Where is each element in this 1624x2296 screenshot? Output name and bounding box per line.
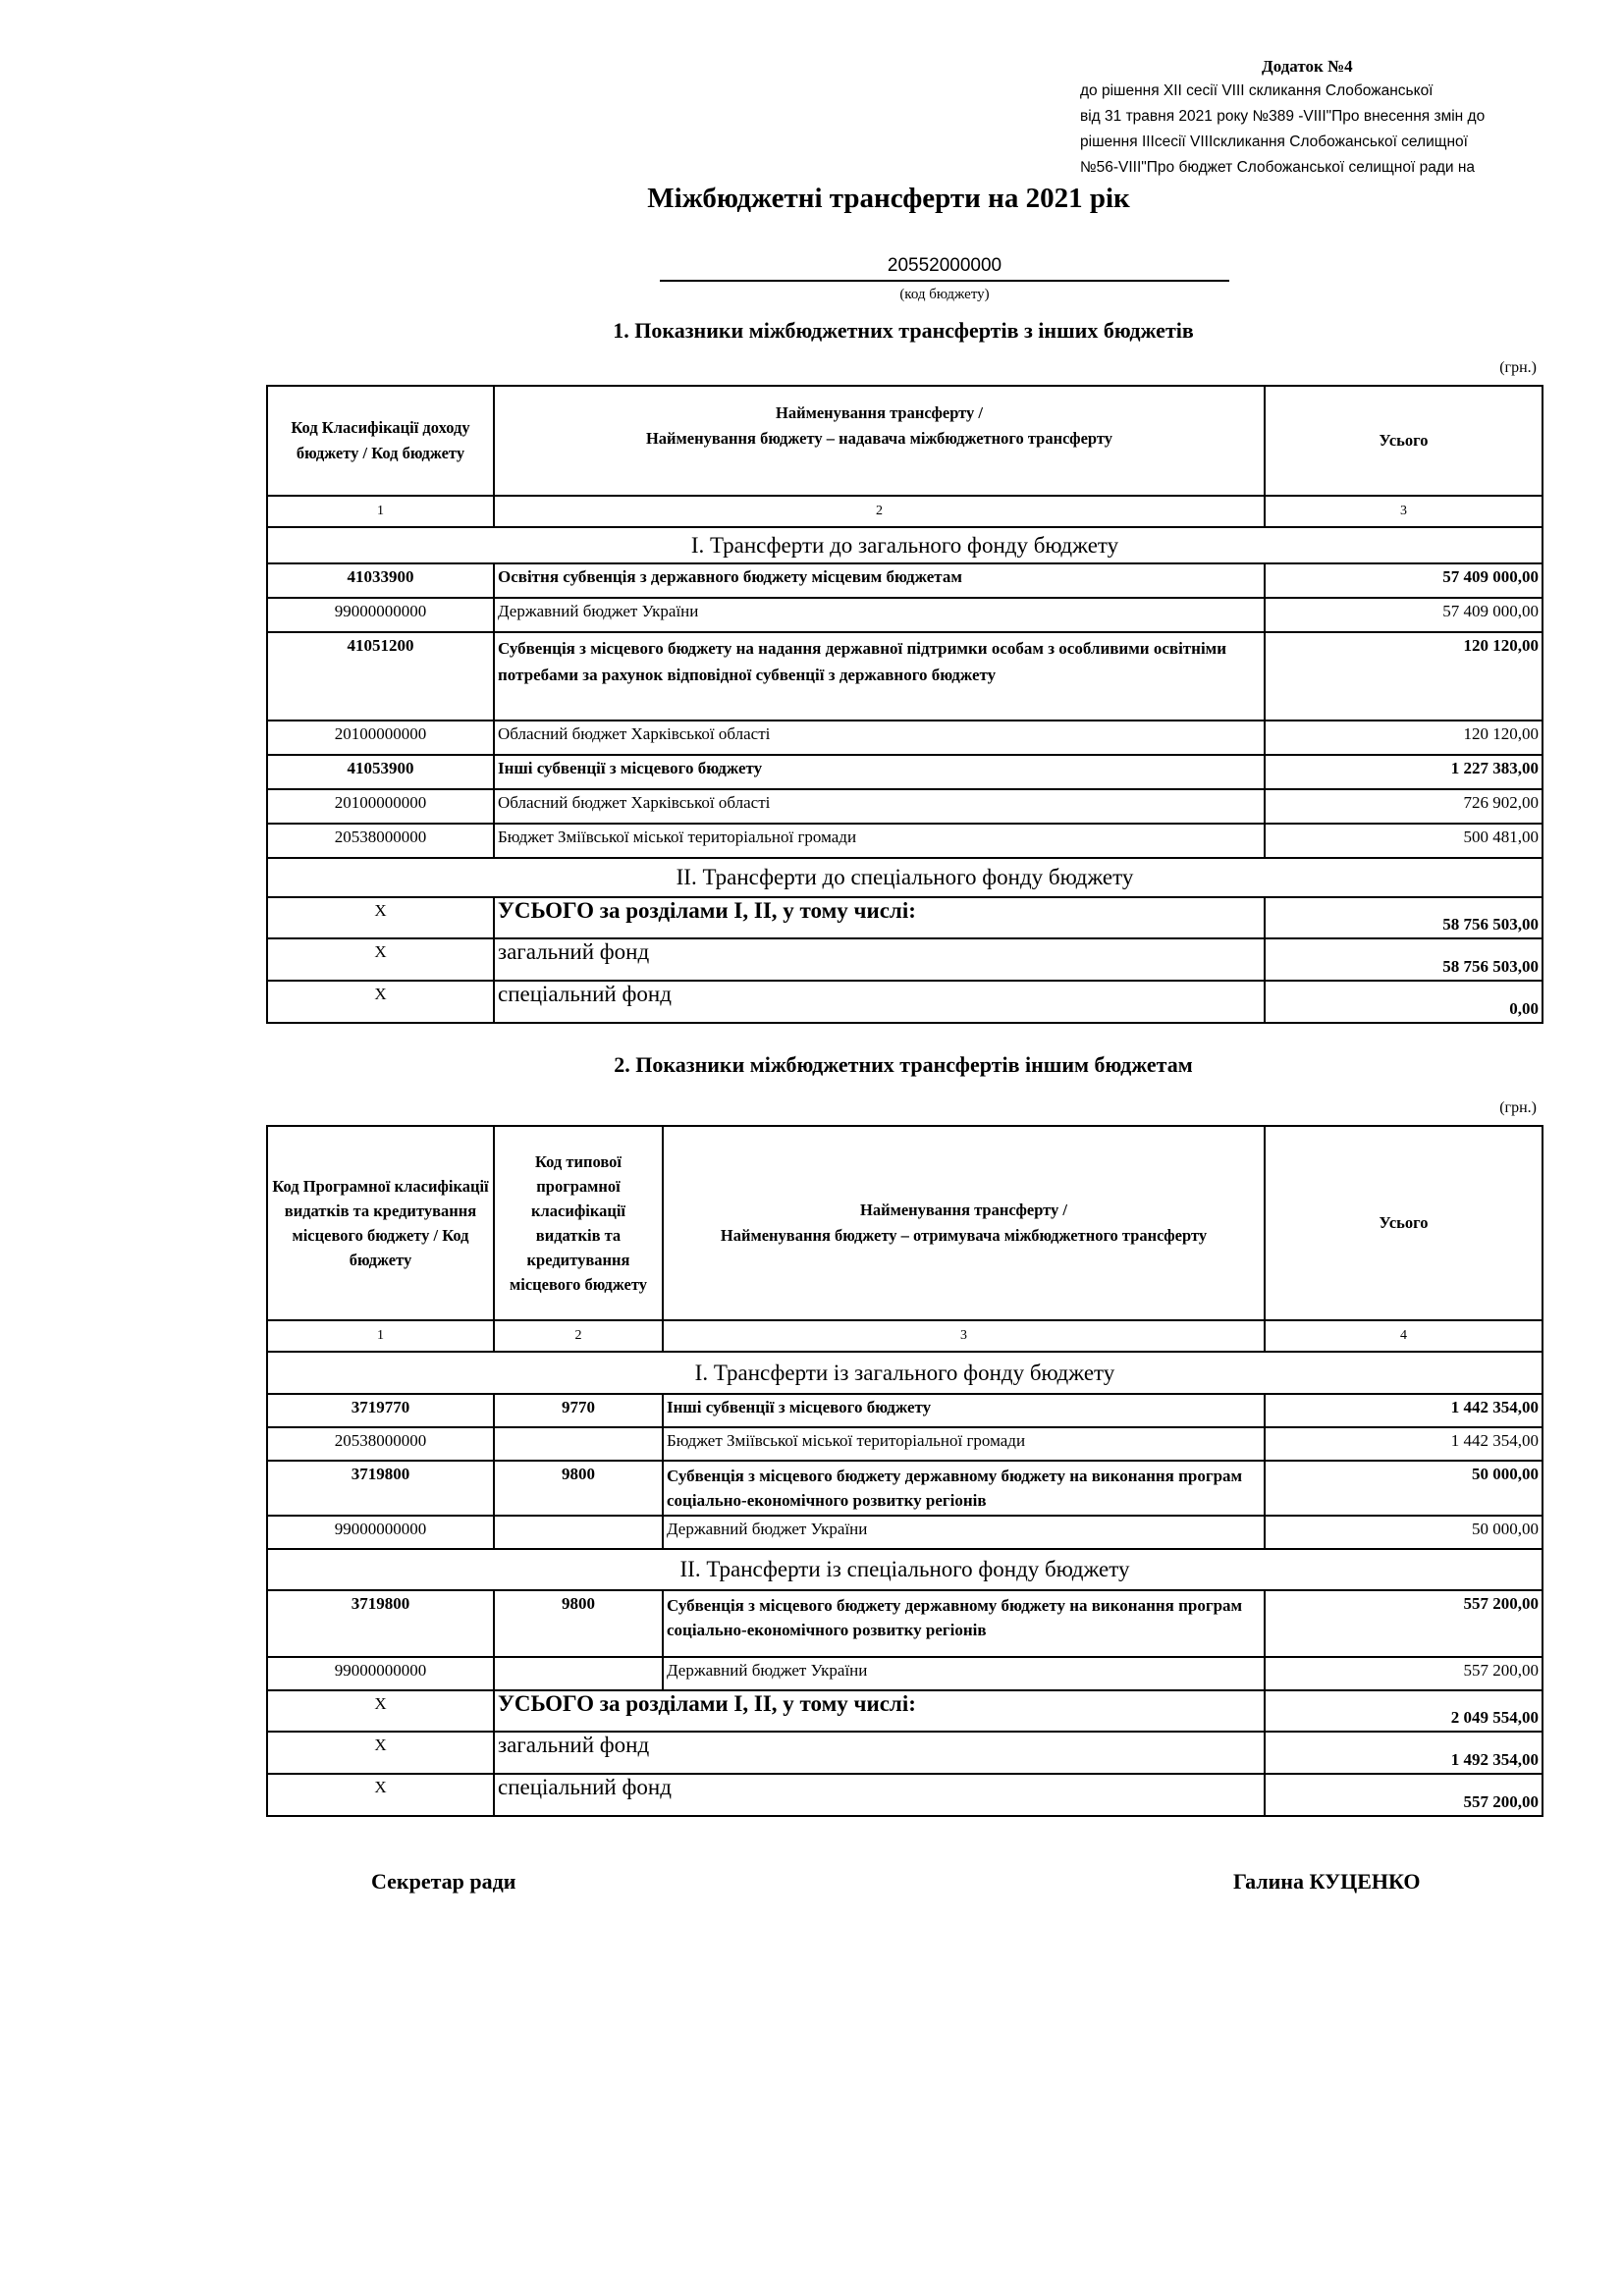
row-total: 557 200,00 (1265, 1657, 1543, 1690)
table-row (267, 1657, 1543, 1690)
row-total: 58 756 503,00 (1265, 938, 1543, 981)
col-number-row (267, 1320, 1543, 1352)
part-title-row (267, 1352, 1543, 1394)
row-name: Субвенція з місцевого бюджету державному бюджету на виконання програм соціально-економічного розвитку регіонів (663, 1590, 1265, 1657)
row-name: загальний фонд (494, 1732, 1265, 1774)
section2-title: 2. Показники міжбюджетних трансфертів іншим бюджетам (614, 1052, 1193, 1077)
col-number-row (267, 496, 1543, 527)
table-row (267, 1516, 1543, 1549)
col-number: 1 (267, 496, 494, 527)
col-header-type-code: Код типової програмної класифікації видатків та кредитування місцевого бюджету (494, 1126, 663, 1320)
table-row (267, 789, 1543, 824)
row-name: Державний бюджет України (663, 1657, 1265, 1690)
col-number: 2 (494, 496, 1265, 527)
row-total: 57 409 000,00 (1265, 563, 1543, 598)
row-total: 58 756 503,00 (1265, 897, 1543, 938)
col-header-total: Усього (1265, 386, 1543, 496)
table-row (267, 824, 1543, 858)
total-row (267, 897, 1543, 938)
table-row (267, 721, 1543, 755)
table-row (267, 755, 1543, 789)
table-row (267, 1461, 1543, 1516)
col-number: 3 (1265, 496, 1543, 527)
row-total: 557 200,00 (1265, 1774, 1543, 1816)
table-row (267, 598, 1543, 632)
row-code: 20538000000 (267, 824, 494, 858)
decision-line: №56-VIII"Про бюджет Слобожанської селищної ради на (1080, 159, 1476, 176)
row-code: 3719770 (267, 1394, 494, 1427)
col-number: 2 (494, 1320, 663, 1352)
row-code: X (267, 897, 494, 938)
section1-table (266, 385, 1543, 1024)
part1-title: I. Трансферти до загального фонду бюджету (267, 527, 1543, 563)
decision-line: до рішення ХІІ сесії VIII скликання Слобожанської (1080, 82, 1434, 99)
row-total: 1 442 354,00 (1265, 1394, 1543, 1427)
row-name: Субвенція з місцевого бюджету на надання державної підтримки особам з особливими освітніми потребами за рахунок відповідної субвенції з державного бюджету (494, 632, 1265, 721)
row-type-code (494, 1427, 663, 1461)
row-name: загальний фонд (494, 938, 1265, 981)
decision-line: рішення ІІІсесії VIIIскликання Слобожанської селищної (1080, 133, 1468, 150)
row-total: 557 200,00 (1265, 1590, 1543, 1657)
row-type-code: 9800 (494, 1590, 663, 1657)
row-code: 20100000000 (267, 721, 494, 755)
col-number: 3 (663, 1320, 1265, 1352)
section1-title: 1. Показники міжбюджетних трансфертів з інших бюджетів (613, 318, 1194, 343)
part1-title: I. Трансферти із загального фонду бюджету (267, 1352, 1543, 1394)
section1-unit: (грн.) (1499, 359, 1537, 376)
row-code: 3719800 (267, 1590, 494, 1657)
total-row (267, 938, 1543, 981)
row-name: Обласний бюджет Харківської області (494, 721, 1265, 755)
budget-code-caption: (код бюджету) (899, 287, 990, 302)
row-code: 20538000000 (267, 1427, 494, 1461)
budget-code-underline (660, 280, 1229, 282)
decision-reference (1080, 79, 1485, 181)
row-name: Бюджет Зміївської міської територіальної громади (494, 824, 1265, 858)
row-total: 1 442 354,00 (1265, 1427, 1543, 1461)
col-header-name-line1: Найменування трансферту / (859, 1201, 1068, 1219)
row-total: 500 481,00 (1265, 824, 1543, 858)
row-name: Освітня субвенція з державного бюджету місцевим бюджетам (494, 563, 1265, 598)
row-total: 57 409 000,00 (1265, 598, 1543, 632)
page-title: Міжбюджетні трансферти на 2021 рік (647, 183, 1130, 214)
row-name: Обласний бюджет Харківської області (494, 789, 1265, 824)
col-header-code: Код Класифікації доходу бюджету / Код бюджету (267, 386, 494, 496)
table-row (267, 1590, 1543, 1657)
row-type-code (494, 1657, 663, 1690)
row-name: спеціальний фонд (494, 981, 1265, 1023)
total-row (267, 1774, 1543, 1816)
row-name: спеціальний фонд (494, 1774, 1265, 1816)
row-code: X (267, 1774, 494, 1816)
row-code: 3719800 (267, 1461, 494, 1516)
total-row (267, 1690, 1543, 1732)
part-title-row (267, 858, 1543, 897)
table-header-row (267, 386, 1543, 496)
section2-table (266, 1125, 1543, 1817)
row-total: 0,00 (1265, 981, 1543, 1023)
table-row (267, 1427, 1543, 1461)
row-name: УСЬОГО за розділами I, II, у тому числі: (494, 897, 1265, 938)
col-header-name-line2: Найменування бюджету – отримувача міжбюджетного трансферту (720, 1226, 1208, 1245)
row-code: X (267, 938, 494, 981)
row-total: 2 049 554,00 (1265, 1690, 1543, 1732)
row-code: 99000000000 (267, 1516, 494, 1549)
row-total: 50 000,00 (1265, 1516, 1543, 1549)
col-header-code: Код Програмної класифікації видатків та кредитування місцевого бюджету / Код бюджету (267, 1126, 494, 1320)
row-code: 99000000000 (267, 598, 494, 632)
table-row (267, 1394, 1543, 1427)
col-number: 1 (267, 1320, 494, 1352)
row-total: 1 492 354,00 (1265, 1732, 1543, 1774)
row-total: 1 227 383,00 (1265, 755, 1543, 789)
total-row (267, 981, 1543, 1023)
addendum-label: Додаток №4 (1262, 57, 1353, 76)
part-title-row (267, 527, 1543, 563)
part2-title: II. Трансферти із спеціального фонду бюджету (267, 1549, 1543, 1590)
row-name: Бюджет Зміївської міської територіальної громади (663, 1427, 1265, 1461)
row-name: Інші субвенції з місцевого бюджету (663, 1394, 1265, 1427)
total-row (267, 1732, 1543, 1774)
row-type-code: 9800 (494, 1461, 663, 1516)
table-row (267, 632, 1543, 721)
row-code: 41053900 (267, 755, 494, 789)
signature-role: Секретар ради (371, 1869, 516, 1894)
row-code: X (267, 1690, 494, 1732)
col-header-total: Усього (1265, 1126, 1543, 1320)
row-code: 99000000000 (267, 1657, 494, 1690)
row-total: 726 902,00 (1265, 789, 1543, 824)
budget-code-value: 20552000000 (887, 255, 1002, 276)
table-row (267, 563, 1543, 598)
row-name: Державний бюджет України (494, 598, 1265, 632)
row-code: X (267, 981, 494, 1023)
row-name: УСЬОГО за розділами I, II, у тому числі: (494, 1690, 1265, 1732)
row-total: 120 120,00 (1265, 721, 1543, 755)
part-title-row (267, 1549, 1543, 1590)
row-name: Субвенція з місцевого бюджету державному бюджету на виконання програм соціально-економічного розвитку регіонів (663, 1461, 1265, 1516)
row-total: 50 000,00 (1265, 1461, 1543, 1516)
row-code: 20100000000 (267, 789, 494, 824)
col-header-name (494, 386, 1265, 496)
part2-title: II. Трансферти до спеціального фонду бюджету (267, 858, 1543, 897)
row-name: Державний бюджет України (663, 1516, 1265, 1549)
col-header-name (663, 1126, 1265, 1320)
row-code: 41051200 (267, 632, 494, 721)
col-number: 4 (1265, 1320, 1543, 1352)
col-header-name-line1: Найменування трансферту / (775, 403, 984, 422)
table-header-row (267, 1126, 1543, 1320)
section2-unit: (грн.) (1499, 1099, 1537, 1116)
signature-name: Галина КУЦЕНКО (1233, 1869, 1421, 1894)
row-type-code (494, 1516, 663, 1549)
row-type-code: 9770 (494, 1394, 663, 1427)
row-code: X (267, 1732, 494, 1774)
row-name: Інші субвенції з місцевого бюджету (494, 755, 1265, 789)
col-header-name-line2: Найменування бюджету – надавача міжбюджетного трансферту (645, 429, 1113, 448)
row-code: 41033900 (267, 563, 494, 598)
row-total: 120 120,00 (1265, 632, 1543, 721)
decision-line: від 31 травня 2021 року №389 -VIII"Про внесення змін до (1080, 108, 1486, 125)
